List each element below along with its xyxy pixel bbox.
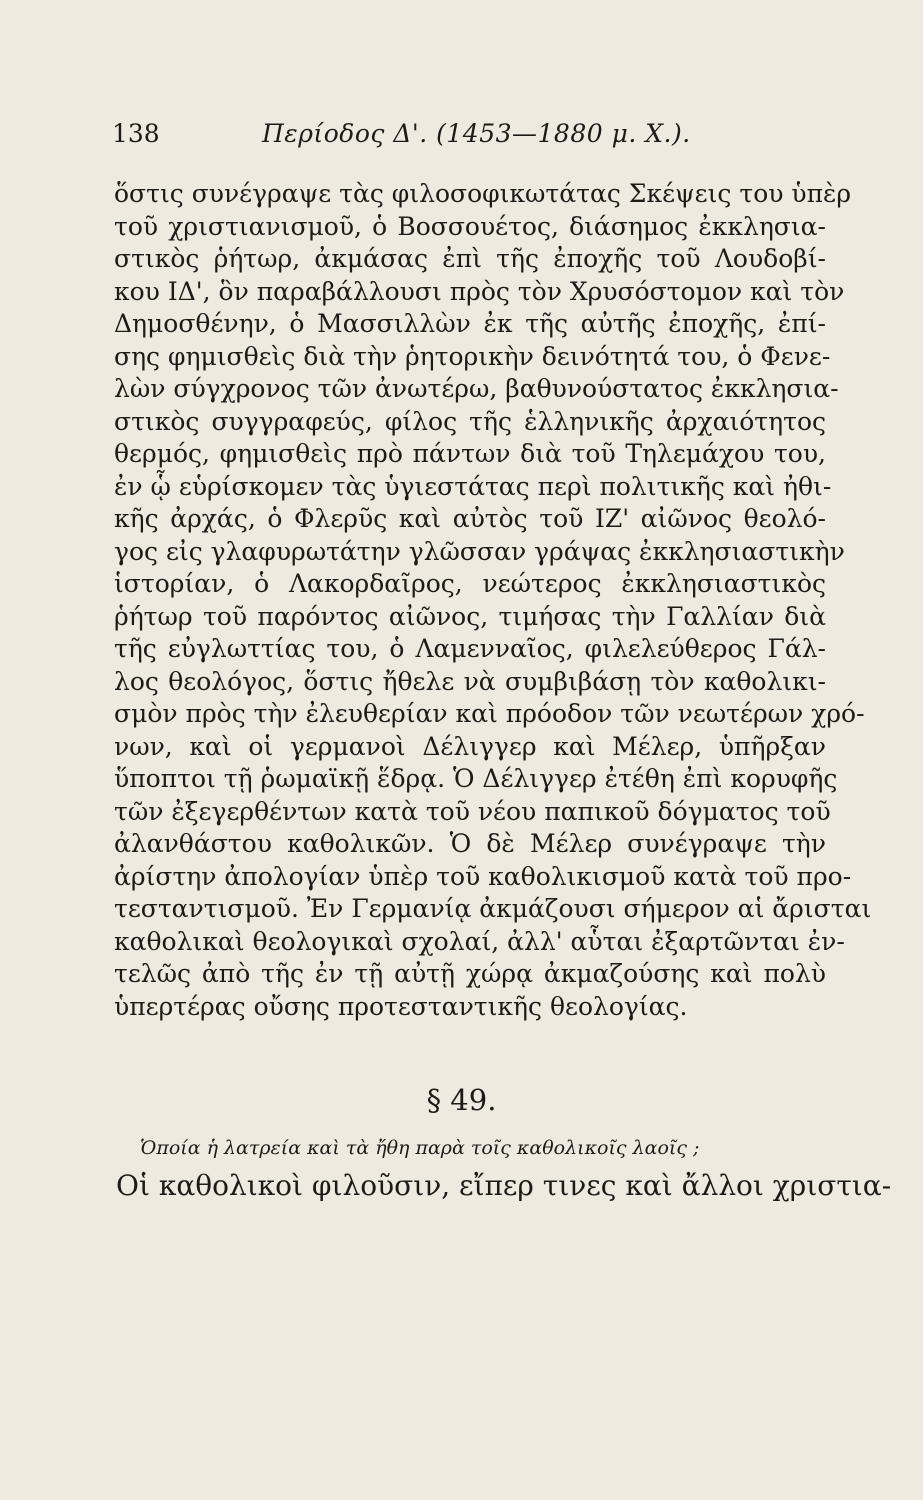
text-line: ἐν ᾧ εὑρίσκομεν τὰς ὑγιεστάτας περὶ πολιτικῆς καὶ ἠθι- <box>114 471 832 501</box>
section-subheading: Ὁποία ἡ λατρεία καὶ τὰ ἤθη παρὰ τοῖς καθολικοῖς λαοῖς ; <box>140 1137 700 1159</box>
text-line: τοῦ χριστιανισμοῦ, ὁ Βοσσουέτος, διάσημος ἐκκλησια- <box>114 211 826 241</box>
text-line: νων, καὶ οἱ γερμανοὶ Δέλιγγερ καὶ Μέλερ, ὑπῆρξαν <box>114 731 826 761</box>
section-first-line: Οἱ καθολικοὶ φιλοῦσιν, εἴπερ τινες καὶ ἄλλοι χριστια- <box>116 1169 892 1202</box>
text-line: ὅστις συνέγραψε τὰς φιλοσοφικωτάτας Σκέψεις του ὑπὲρ <box>114 179 852 208</box>
text-line: τῆς εὐγλωττίας του, ὁ Λαμενναῖος, φιλελεύθερος Γάλ- <box>114 634 826 663</box>
text-line: ὕποπτοι τῇ ῥωμαϊκῇ ἕδρᾳ. Ὁ Δέλιγγερ ἐτέθη ἐπὶ κορυφῆς <box>114 764 838 793</box>
text-line: κῆς ἀρχάς, ὁ Φλερῦς καὶ αὐτὸς τοῦ ΙΖ' αἰῶνος θεολό- <box>114 504 826 533</box>
text-line: λος θεολόγος, ὅστις ἤθελε νὰ συμβιβάσῃ τὸν καθολικι- <box>114 666 826 696</box>
text-line: σης φημισθεὶς διὰ τὴν ῥητορικὴν δεινότητά του, ὁ Φενε- <box>114 341 831 371</box>
text-line: κου ΙΔ', ὃν παραβάλλουσι πρὸς τὸν Χρυσόστομον καὶ τὸν <box>114 276 845 306</box>
text-line: ἀλανθάστου καθολικῶν. Ὁ δὲ Μέλερ συνέγραψε τὴν <box>114 829 826 858</box>
running-title: Περίοδος Δ'. (1453—1880 μ. Χ.). <box>262 119 691 148</box>
text-line: σμὸν πρὸς τὴν ἐλευθερίαν καὶ πρόοδον τῶν νεωτέρων χρό- <box>114 699 865 728</box>
text-line: θερμός, φημισθεὶς πρὸ πάντων διὰ τοῦ Τηλεμάχου του, <box>114 439 826 468</box>
text-line: τελῶς ἀπὸ τῆς ἐν τῇ αὐτῇ χώρᾳ ἀκμαζούσης καὶ πολὺ <box>114 959 826 988</box>
body-paragraph <box>114 178 872 1023</box>
text-line: καθολικαὶ θεολογικαὶ σχολαί, ἀλλ' αὗται ἐξαρτῶνται ἐν- <box>114 926 845 956</box>
text-line: ἀρίστην ἀπολογίαν ὑπὲρ τοῦ καθολικισμοῦ κατὰ τοῦ προ- <box>114 861 852 891</box>
text-line: τῶν ἐξεγερθέντων κατὰ τοῦ νέου παπικοῦ δόγματος τοῦ <box>114 796 831 826</box>
text-line: Δημοσθένην, ὁ Μασσιλλὼν ἐκ τῆς αὐτῆς ἐποχῆς, ἐπί- <box>114 309 826 338</box>
text-line: τεσταντισμοῦ. Ἐν Γερμανίᾳ ἀκμάζουσι σήμερον αἱ ἄρισται <box>114 894 872 923</box>
page-number: 138 <box>112 119 160 148</box>
text-line: στικὸς συγγραφεύς, φίλος τῆς ἑλληνικῆς ἀρχαιότητος <box>114 406 826 436</box>
text-line: γος εἰς γλαφυρωτάτην γλῶσσαν γράψας ἐκκλησιαστικὴν <box>114 536 845 566</box>
page-header <box>112 117 832 151</box>
text-line: λὼν σύγχρονος τῶν ἀνωτέρω, βαθυνούστατος ἐκκλησια- <box>114 374 839 403</box>
text-line: ῥήτωρ τοῦ παρόντος αἰῶνος, τιμήσας τὴν Γαλλίαν διὰ <box>114 601 826 631</box>
text-line: ὑπερτέρας οὔσης προτεσταντικῆς θεολογίας. <box>114 991 688 1021</box>
section-number: § 49. <box>426 1083 497 1117</box>
text-line: ἱστορίαν, ὁ Λακορδαῖρος, νεώτερος ἐκκλησιαστικὸς <box>114 569 826 598</box>
text-line: στικὸς ῥήτωρ, ἀκμάσας ἐπὶ τῆς ἐποχῆς τοῦ Λουδοβί- <box>114 244 826 273</box>
